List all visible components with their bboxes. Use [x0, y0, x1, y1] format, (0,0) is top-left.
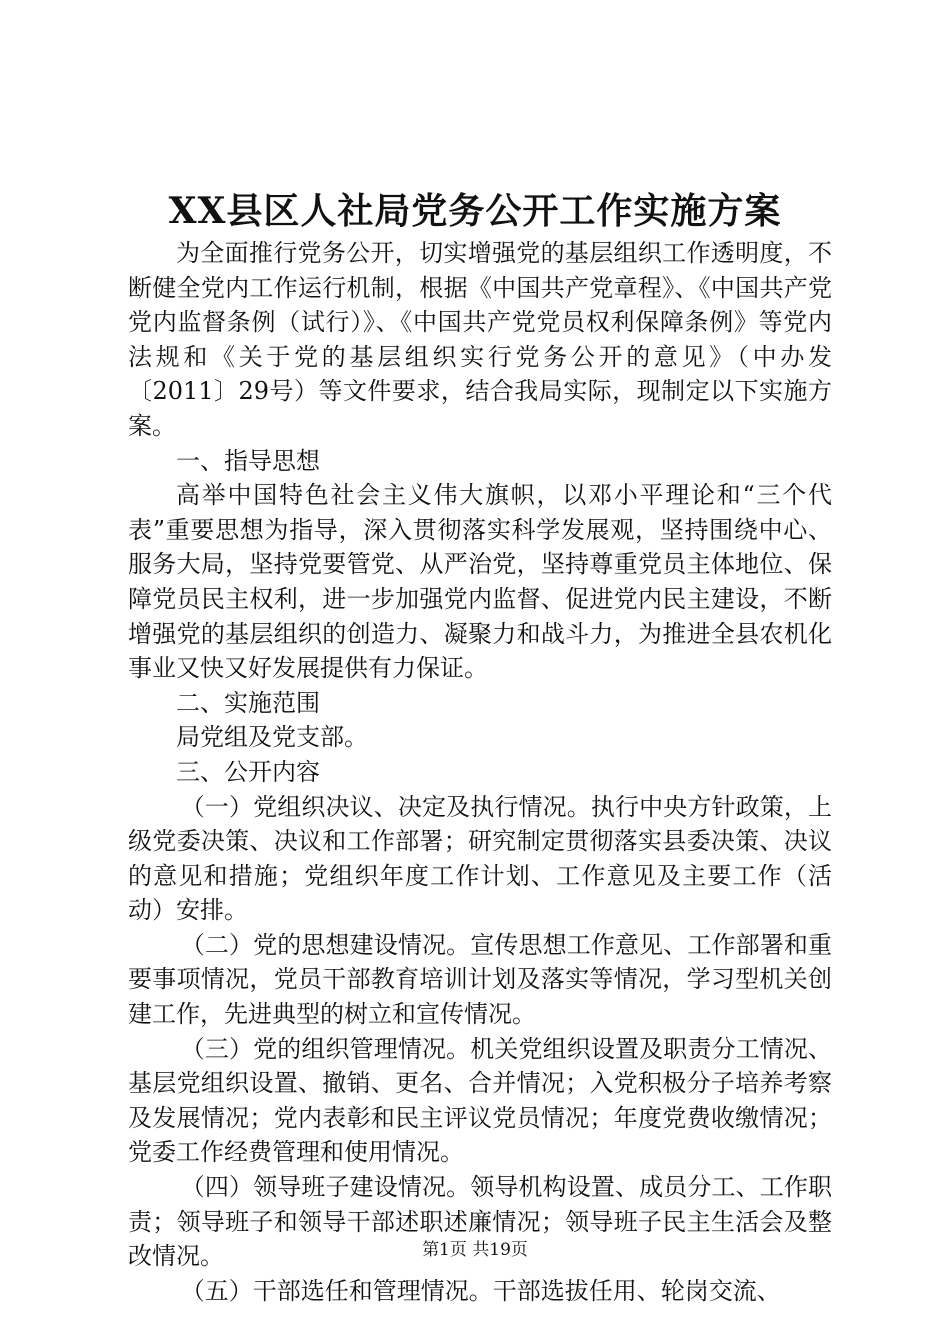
item-2-ideological-building: （二）党的思想建设情况。宣传思想工作意见、工作部署和重要事项情况，党员干部教育培训计划及落实等情况，学习型机关创建工作，先进典型的树立和宣传情况。 — [128, 930, 832, 1029]
section-heading-content: 三、公开内容 — [176, 757, 320, 786]
intro-paragraph: 为全面推行党务公开，切实增强党的基层组织工作透明度，不断健全党内工作运行机制，根据《中国共产党章程》、《中国共产党党内监督条例（试行）》、《中国共产党党员权利保障条例》等党内法规和《关于党的基层组织实行党务公开的意见》（中办发〔2011〕29号）等文件要求，结合我局实际，现制定以下实施方案。 — [128, 239, 832, 440]
document-title: XX县区人社局党务公开工作实施方案 — [168, 190, 782, 232]
item-1-resolutions: （一）党组织决议、决定及执行情况。执行中央方针政策，上级党委决策、决议和工作部署；研究制定贯彻落实县委决策、决议的意见和措施；党组织年度工作计划、工作意见及主要工作（活动）安排。 — [128, 792, 832, 925]
item-5-cadre-selection: （五）干部选任和管理情况。干部选拔任用、轮岗交流、 — [180, 1276, 781, 1305]
item-3-organization-management: （三）党的组织管理情况。机关党组织设置及职责分工情况、基层党组织设置、撤销、更名、合并情况；入党积极分子培养考察及发展情况；党内表彰和民主评议党员情况；年度党费收缴情况；党委工作经费管理和使用情况。 — [128, 1034, 832, 1167]
paragraph-scope: 局党组及党支部。 — [176, 723, 368, 752]
page-footer: 第1页 共19页 — [422, 1240, 528, 1260]
section-heading-scope: 二、实施范围 — [176, 688, 320, 717]
document-body — [128, 236, 832, 1308]
section-heading-guiding-ideology: 一、指导思想 — [176, 446, 320, 475]
item-4-leadership-building: （四）领导班子建设情况。领导机构设置、成员分工、工作职责；领导班子和领导干部述职述廉情况；领导班子民主生活会及整改情况。 — [128, 1173, 832, 1271]
paragraph-guiding-ideology: 高举中国特色社会主义伟大旗帜，以邓小平理论和“三个代表”重要思想为指导，深入贯彻落实科学发展观，坚持围绕中心、服务大局，坚持党要管党、从严治党，坚持尊重党员主体地位、保障党员民主权利，进一步加强党内监督、促进党内民主建设，不断增强党的基层组织的创造力、凝聚力和战斗力，为推进全县农机化事业又快又好发展提供有力保证。 — [128, 481, 832, 683]
